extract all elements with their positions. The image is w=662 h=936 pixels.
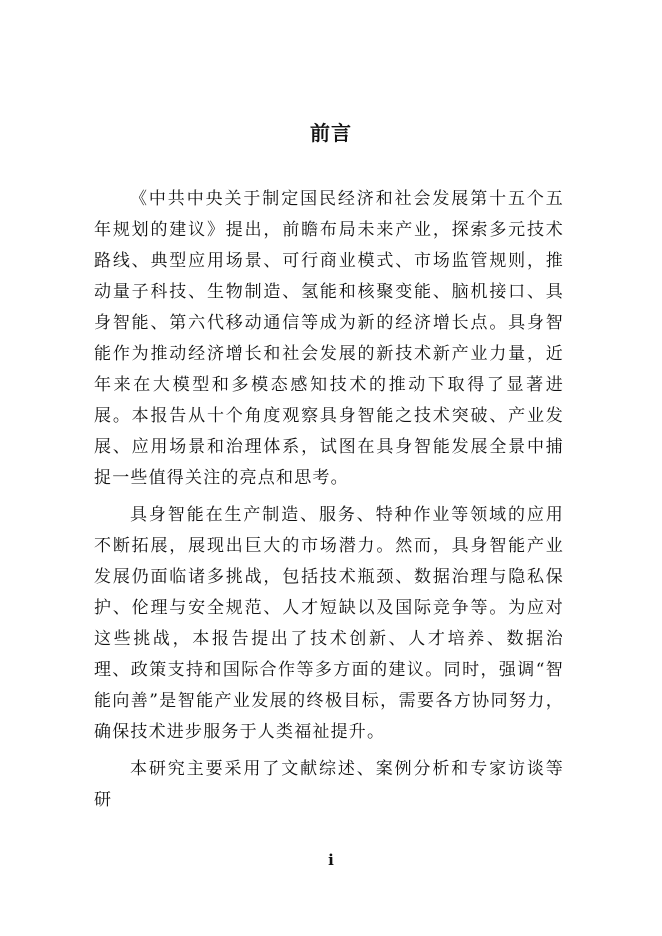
page-number: i — [328, 851, 334, 869]
body-text — [94, 184, 564, 816]
paragraph-3: 本研究主要采用了文献综述、案例分析和专家访谈等研 — [94, 759, 564, 810]
paragraph-2: 具身智能在生产制造、服务、特种作业等领域的应用不断拓展，展现出巨大的市场潜力。然而，具身智能产业发展仍面临诸多挑战，包括技术瓶颈、数据治理与隐私保护、伦理与安全规范、人才短缺以及国际竞争等。为应对这些挑战，本报告提出了技术创新、人才培养、数据治理、政策支持和国际合作等多方面的建议。同时，强调“智能向善”是智能产业发展的终极目标，需要各方协同努力，确保技术进步服务于人类福祉提升。 — [94, 505, 564, 742]
page-title: 前言 — [310, 121, 352, 145]
paragraph-1: 《中共中央关于制定国民经济和社会发展第十五个五年规划的建议》提出，前瞻布局未来产业，探索多元技术路线、典型应用场景、可行商业模式、市场监管规则，推动量子科技、生物制造、氢能和核聚变能、脑机接口、具身智能、第六代移动通信等成为新的经济增长点。具身智能作为推动经济增长和社会发展的新技术新产业力量，近年来在大模型和多模态感知技术的推动下取得了显著进展。本报告从十个角度观察具身智能之技术突破、产业发展、应用场景和治理体系，试图在具身智能发展全景中捕捉一些值得关注的亮点和思考。 — [94, 189, 564, 488]
